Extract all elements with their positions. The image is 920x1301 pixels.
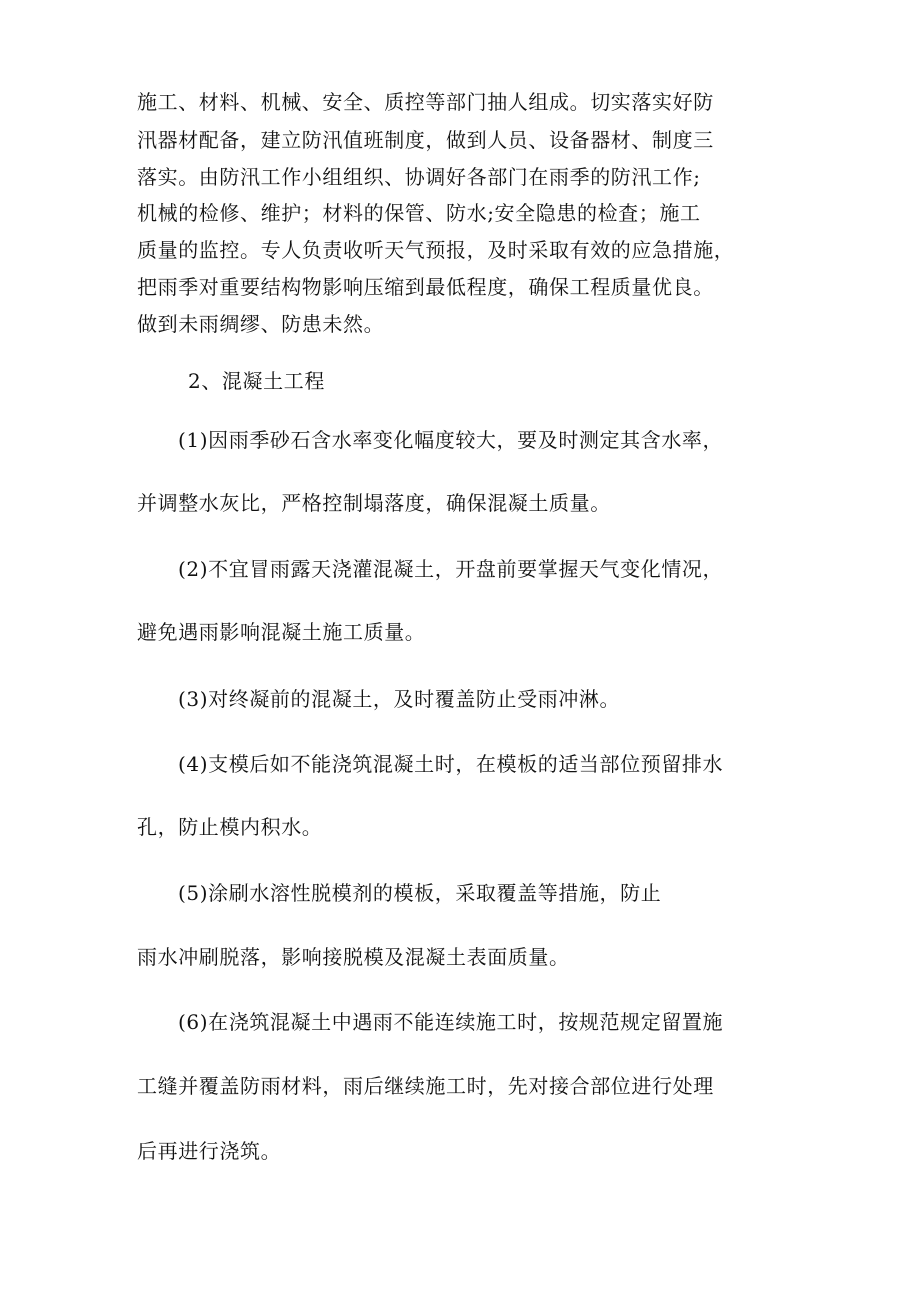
intro-line: 施工、材料、机械、安全、质控等部门抽人组成。切实落实好防	[137, 90, 714, 114]
section-heading: 2、混凝土工程	[188, 369, 325, 393]
list-item-line: (1)因雨季砂石含水率变化幅度较大，要及时测定其含水率，	[178, 428, 724, 452]
intro-line: 汛器材配备，建立防汛值班制度，做到人员、设备器材、制度三	[137, 128, 714, 152]
list-item-line: 工缝并覆盖防雨材料，雨后继续施工时，先对接合部位进行处理	[137, 1074, 714, 1098]
list-item-line: (3)对终凝前的混凝土，及时覆盖防止受雨冲淋。	[178, 687, 621, 711]
intro-line: 落实。由防汛工作小组组织、协调好各部门在雨季的防汛工作;	[137, 165, 701, 189]
list-item-line: 孔，防止模内积水。	[137, 815, 323, 839]
list-item-line: 并调整水灰比，严格控制塌落度，确保混凝土质量。	[137, 491, 611, 515]
list-item-line: (6)在浇筑混凝土中遇雨不能连续施工时，按规范规定留置施	[178, 1010, 724, 1034]
list-item-line: 避免遇雨影响混凝土施工质量。	[137, 620, 426, 644]
intro-line: 把雨季对重要结构物影响压缩到最低程度，确保工程质量优良。	[137, 275, 714, 299]
intro-line: 机械的检修、维护；材料的保管、防水;安全隐患的检査；施工	[137, 201, 701, 225]
intro-line: 做到未雨绸缪、防患未然。	[137, 312, 385, 336]
list-item-line: 雨水冲刷脱落，影响接脱模及混凝土表面质量。	[137, 945, 570, 969]
intro-line: 质量的监控。专人负责收听天气预报，及时采取有效的应急措施，	[137, 238, 735, 262]
list-item-line: (2)不宜冒雨露天浇灌混凝土，开盘前要掌握天气变化情况，	[178, 557, 724, 581]
list-item-line: 后再进行浇筑。	[137, 1139, 282, 1163]
list-item-line: (4)支模后如不能浇筑混凝土时，在模板的适当部位预留排水	[178, 752, 724, 776]
list-item-line: (5)涂刷水溶性脱模剂的模板，采取覆盖等措施，防止	[178, 881, 662, 905]
